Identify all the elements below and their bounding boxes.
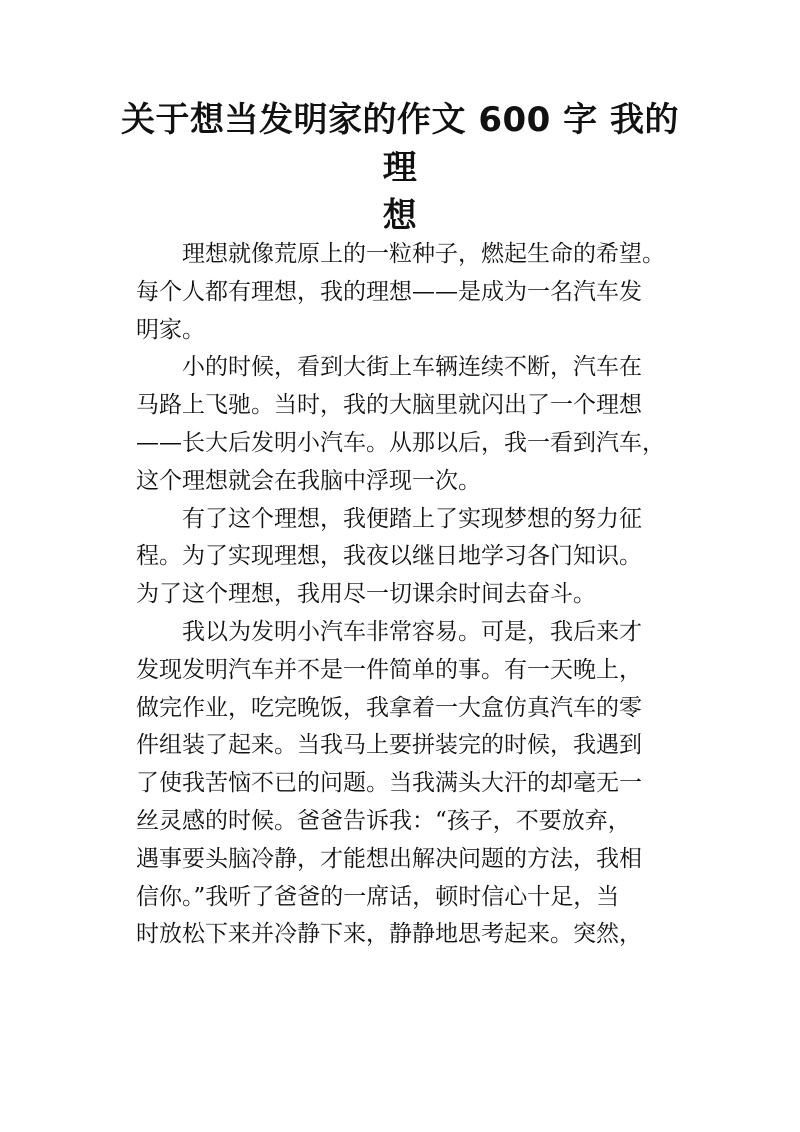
paragraph-line: 件组装了起来。当我马上要拼装完的时候，我遇到: [136, 732, 642, 759]
paragraph-line: 理想就像荒原上的一粒种子，燃起生命的希望。: [182, 241, 665, 267]
paragraph-line: 信你。”我听了爸爸的一席话，顿时信心十足，当: [136, 883, 620, 910]
paragraph-line: 有了这个理想，我便踏上了实现梦想的努力征: [182, 505, 642, 532]
document-body: [136, 236, 676, 954]
paragraph-line: 每个人都有理想，我的理想——是成为一名汽车发: [136, 278, 642, 305]
paragraph-line: 丝灵感的时候。爸爸告诉我：“孩子，不要放弃，: [136, 807, 631, 834]
paragraph-line: ——长大后发明小汽车。从那以后，我一看到汽车，: [136, 429, 665, 456]
paragraph-line: 马路上飞驰。当时，我的大脑里就闪出了一个理想: [136, 392, 642, 419]
paragraph-line: 程。为了实现理想，我夜以继日地学习各门知识。: [136, 543, 642, 570]
title-line: 想: [382, 196, 418, 236]
title-line: 关于想当发明家的作文 600 字 我的理: [121, 100, 679, 188]
paragraph-line: 时放松下来并冷静下来，静静地思考起来。突然，: [136, 921, 642, 948]
document-title: [120, 96, 680, 240]
paragraph-line: 为了这个理想，我用尽一切课余时间去奋斗。: [136, 581, 596, 608]
paragraph-line: 遇事要头脑冷静，才能想出解决问题的方法，我相: [136, 845, 642, 872]
paragraph-line: 做完作业，吃完晚饭，我拿着一大盒仿真汽车的零: [136, 694, 642, 721]
paragraph-line: 发现发明汽车并不是一件简单的事。有一天晚上，: [136, 656, 642, 683]
paragraph-line: 这个理想就会在我脑中浮现一次。: [136, 467, 481, 494]
paragraph-line: 小的时候，看到大街上车辆连续不断，汽车在: [182, 354, 642, 381]
paragraph-line: 我以为发明小汽车非常容易。可是，我后来才: [182, 618, 642, 645]
paragraph-line: 明家。: [136, 316, 205, 343]
paragraph-line: 了使我苦恼不已的问题。当我满头大汗的却毫无一: [136, 770, 642, 797]
